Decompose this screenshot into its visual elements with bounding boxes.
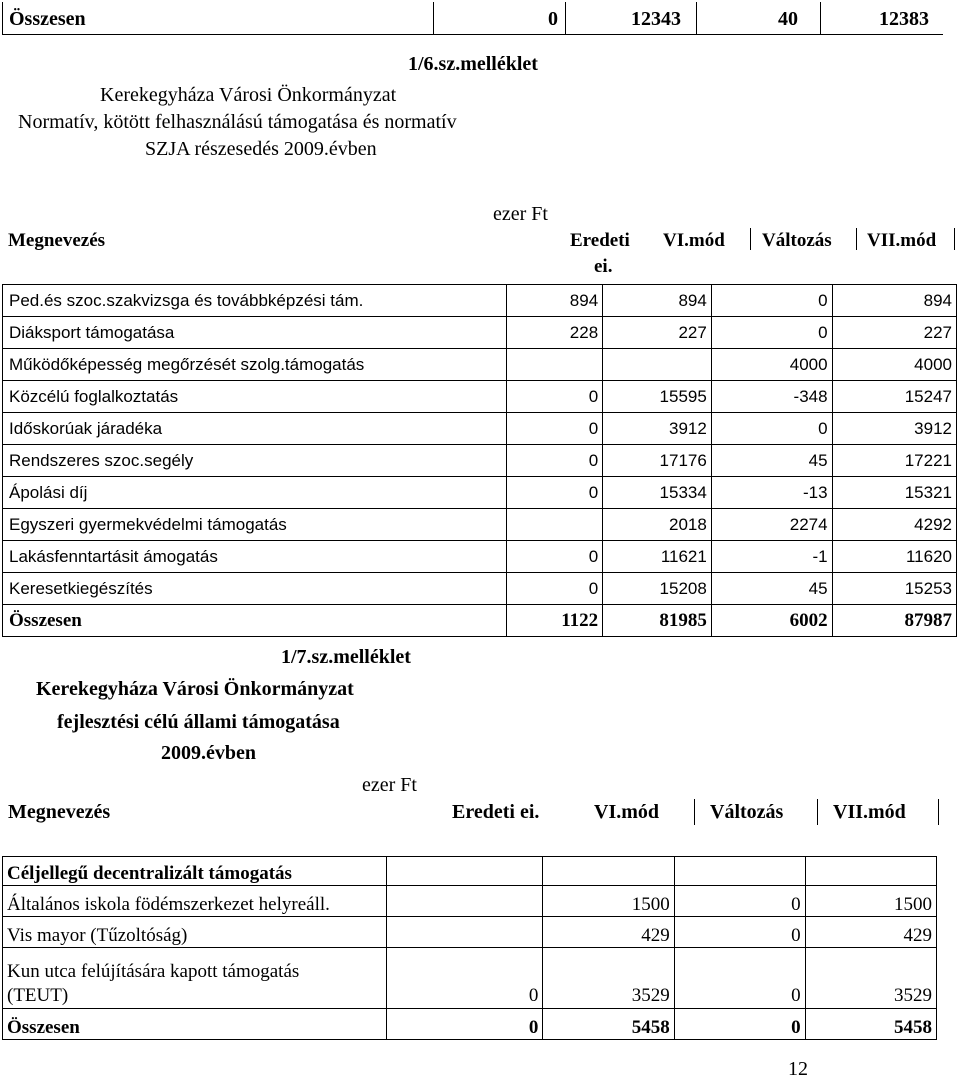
row-v2: 15334: [603, 477, 712, 509]
table-row: [3, 948, 937, 1009]
row-v1: 0: [387, 948, 543, 1009]
top-total-v4: 12383: [879, 8, 929, 30]
row-name: Ápolási díj: [3, 477, 507, 509]
row-v2: 3529: [543, 948, 674, 1009]
row-v2: 15595: [603, 381, 712, 413]
row-name-line2: (TEUT): [7, 985, 69, 1006]
table-row: [3, 349, 957, 381]
row-v2: 15208: [603, 573, 712, 605]
row-v2: 17176: [603, 445, 712, 477]
annex2-header-viimod: VII.mód: [833, 801, 906, 823]
divider: [565, 2, 566, 34]
row-v3: 0: [711, 285, 832, 317]
divider: [938, 799, 939, 825]
total-v2: 81985: [603, 605, 712, 637]
annex2-unit: ezer Ft: [362, 774, 417, 796]
row-v1: 894: [506, 285, 603, 317]
row-v1: 0: [506, 445, 603, 477]
empty-cell: [674, 857, 805, 886]
row-v4: 227: [832, 317, 956, 349]
divider: [433, 2, 434, 34]
total-v2: 5458: [543, 1009, 674, 1040]
total-v1: 0: [387, 1009, 543, 1040]
empty-cell: [387, 857, 543, 886]
annex2-header-name: Megnevezés: [8, 801, 111, 823]
row-v2: 429: [543, 917, 674, 948]
empty-cell: [805, 857, 936, 886]
divider: [856, 228, 857, 250]
row-v4: 429: [805, 917, 936, 948]
row-v3: 0: [674, 886, 805, 917]
row-name: Lakásfenntartásit ámogatás: [3, 541, 507, 573]
row-v3: 0: [674, 948, 805, 1009]
row-v2: 11621: [603, 541, 712, 573]
row-v4: 894: [832, 285, 956, 317]
row-v3: 4000: [711, 349, 832, 381]
total-v1: 1122: [506, 605, 603, 637]
total-v4: 5458: [805, 1009, 936, 1040]
row-v4: 3912: [832, 413, 956, 445]
row-v1: [387, 917, 543, 948]
table-row: [3, 285, 957, 317]
row-name: Ped.és szoc.szakvizsga és továbbképzési tám.: [3, 285, 507, 317]
row-v3: -348: [711, 381, 832, 413]
row-v2: 3912: [603, 413, 712, 445]
table-row: [3, 509, 957, 541]
row-v2: 894: [603, 285, 712, 317]
row-v2: 2018: [603, 509, 712, 541]
total-row: [3, 1009, 937, 1040]
annex1-unit: ezer Ft: [493, 203, 548, 225]
top-total-v1: 0: [548, 8, 558, 30]
table-row: [3, 573, 957, 605]
total-v4: 87987: [832, 605, 956, 637]
table-row: [3, 381, 957, 413]
row-v3: 45: [711, 573, 832, 605]
row-v1: 0: [506, 477, 603, 509]
table-row: [3, 886, 937, 917]
row-v3: 45: [711, 445, 832, 477]
total-v3: 0: [674, 1009, 805, 1040]
row-v4: 4000: [832, 349, 956, 381]
row-v3: -13: [711, 477, 832, 509]
annex1-title-line1: Kerekegyháza Városi Önkormányzat: [100, 84, 397, 106]
row-name: Rendszeres szoc.segély: [3, 445, 507, 477]
row-name: Működőképesség megőrzését szolg.támogatás: [3, 349, 507, 381]
annex2-header-vimod: VI.mód: [594, 801, 660, 823]
row-name: Vis mayor (Tűzoltóság): [3, 917, 387, 948]
row-v1: [387, 886, 543, 917]
annex2-header-eredeti: Eredeti ei.: [452, 801, 540, 823]
row-v3: -1: [711, 541, 832, 573]
annex1-title-line2: Normatív, kötött felhasználású támogatása és normatív: [18, 111, 457, 133]
table-row: [3, 477, 957, 509]
table-row: [3, 541, 957, 573]
table-row: [3, 413, 957, 445]
annex2-title-line1: Kerekegyháza Városi Önkormányzat: [36, 678, 354, 700]
row-v3: 0: [674, 917, 805, 948]
row-name: Általános iskola födémszerkezet helyreáll.: [3, 886, 387, 917]
row-v1: 0: [506, 541, 603, 573]
annex1-header-name: Megnevezés: [8, 230, 106, 251]
row-v4: 11620: [832, 541, 956, 573]
total-label: Összesen: [3, 1009, 387, 1040]
top-total-row: [2, 2, 943, 35]
annex1-header-viimod: VII.mód: [867, 230, 937, 251]
row-v1: [506, 509, 603, 541]
row-v4: 15321: [832, 477, 956, 509]
table-row: [3, 317, 957, 349]
total-label: Összesen: [3, 605, 507, 637]
divider: [817, 799, 818, 825]
section-row: [3, 857, 937, 886]
row-v1: 228: [506, 317, 603, 349]
row-v4: 1500: [805, 886, 936, 917]
row-v4: 4292: [832, 509, 956, 541]
annex2-title-line2: fejlesztési célú állami támogatása: [57, 711, 340, 733]
annex2-ref: 1/7.sz.melléklet: [281, 646, 411, 668]
divider: [954, 228, 955, 250]
divider: [820, 2, 821, 34]
row-v2: 1500: [543, 886, 674, 917]
row-v3: 0: [711, 317, 832, 349]
row-v4: 15247: [832, 381, 956, 413]
top-total-v3: 40: [778, 8, 798, 30]
annex1-header-eredeti: Eredeti: [570, 230, 630, 251]
annex1-header-ei: ei.: [594, 256, 613, 277]
row-v2: 227: [603, 317, 712, 349]
row-v3: 0: [711, 413, 832, 445]
annex2-header-valtozas: Változás: [710, 801, 784, 823]
row-name: Keresetkiegészítés: [3, 573, 507, 605]
section-label: Céljellegű decentralizált támogatás: [3, 857, 387, 886]
total-row: [3, 605, 957, 637]
row-v1: 0: [506, 413, 603, 445]
row-name: Diáksport támogatása: [3, 317, 507, 349]
top-total-label: Összesen: [9, 8, 86, 30]
empty-cell: [543, 857, 674, 886]
annex2-title-line3: 2009.évben: [161, 742, 256, 764]
row-v4: 3529: [805, 948, 936, 1009]
row-v1: 0: [506, 573, 603, 605]
annex1-header-vimod: VI.mód: [663, 230, 725, 251]
row-v1: 0: [506, 381, 603, 413]
row-name: Közcélú foglalkoztatás: [3, 381, 507, 413]
top-total-v2: 12343: [631, 8, 681, 30]
row-v2: [603, 349, 712, 381]
row-name-line1: Kun utca felújítására kapott támogatás: [7, 961, 300, 982]
row-name: Egyszeri gyermekvédelmi támogatás: [3, 509, 507, 541]
annex1-header-valtozas: Változás: [762, 230, 832, 251]
table-row: [3, 917, 937, 948]
annex1-table: [2, 284, 957, 637]
page-number: 12: [788, 1058, 808, 1080]
divider: [696, 2, 697, 34]
row-name: [3, 948, 387, 1009]
row-v4: 17221: [832, 445, 956, 477]
divider: [750, 228, 751, 250]
total-v3: 6002: [711, 605, 832, 637]
row-name: Időskorúak járadéka: [3, 413, 507, 445]
divider: [694, 799, 695, 825]
table-row: [3, 445, 957, 477]
row-v3: 2274: [711, 509, 832, 541]
annex1-title-line3: SZJA részesedés 2009.évben: [145, 138, 377, 160]
row-v1: [506, 349, 603, 381]
annex2-table: [2, 856, 937, 1040]
row-v4: 15253: [832, 573, 956, 605]
annex1-ref: 1/6.sz.melléklet: [408, 53, 538, 75]
